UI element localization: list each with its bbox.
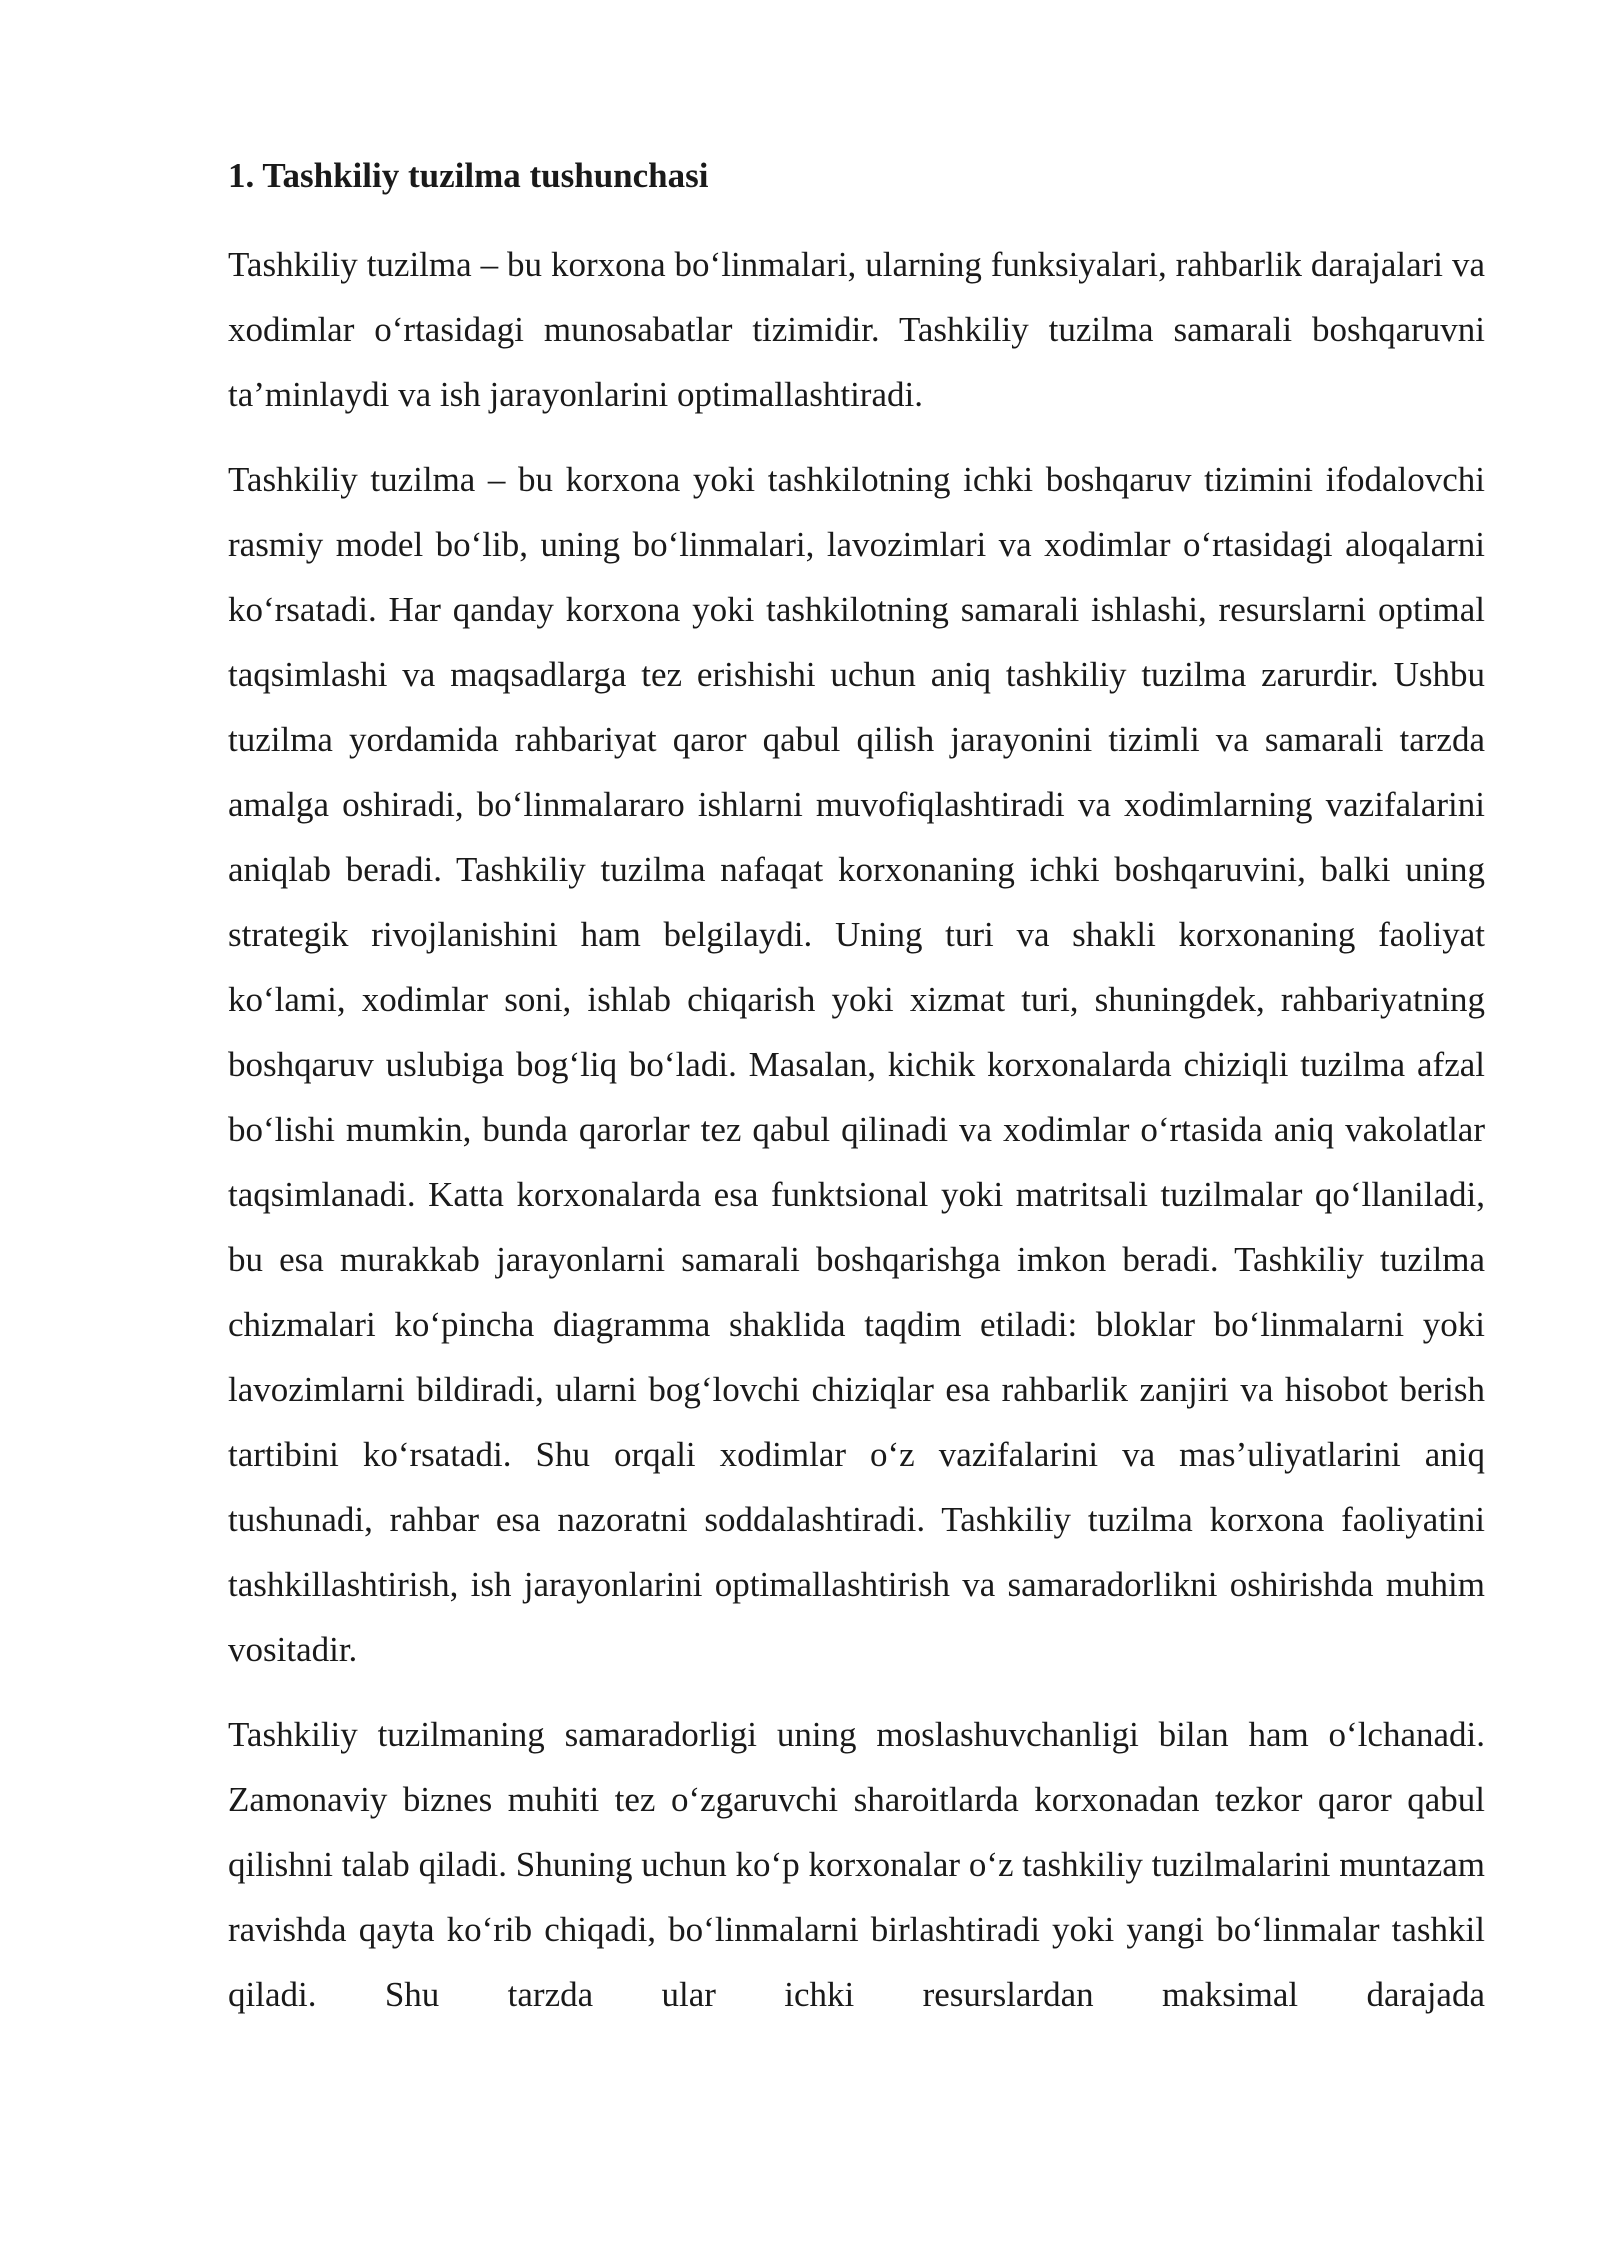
paragraph-effectiveness: Tashkiliy tuzilmaning samaradorligi uning moslashuvchanligi bilan ham o‘lchanadi. Zamonaviy biznes muhiti tez o‘zgaruvchi sharoitlarda korxonadan tezkor qaror qabul qilishni talab qiladi. Shuning uchun ko‘p korxonalar o‘z tashkiliy tuzilmalarini muntazam ravishda qayta ko‘rib chiqadi, bo‘linmalarni birlashtiradi yoki yangi bo‘linmalar tashkil qiladi. Shu tarzda ular ichki resurslardan maksimal darajada <box>228 1715 1485 2014</box>
section-heading: 1. Tashkiliy tuzilma tushunchasi <box>228 156 709 195</box>
paragraph-definition: Tashkiliy tuzilma – bu korxona bo‘linmalari, ularning funksiyalari, rahbarlik darajalari va xodimlar o‘rtasidagi munosabatlar tizimidir. Tashkiliy tuzilma samarali boshqaruvni ta’minlaydi va ish jarayonlarini optimallashtiradi. <box>228 245 1485 414</box>
paragraph-structure-overview: Tashkiliy tuzilma – bu korxona yoki tashkilotning ichki boshqaruv tizimini ifodalovchi rasmiy model bo‘lib, uning bo‘linmalari, lavozimlari va xodimlar o‘rtasidagi aloqalarni ko‘rsatadi. Har qanday korxona yoki tashkilotning samarali ishlashi, resurslarni optimal taqsimlashi va maqsadlarga tez erishishi uchun aniq tashkiliy tuzilma zarurdir. Ushbu tuzilma yordamida rahbariyat qaror qabul qilish jarayonini tizimli va samarali tarzda amalga oshiradi, bo‘linmalararo ishlarni muvofiqlashtiradi va xodimlarning vazifalarini aniqlab beradi. Tashkiliy tuzilma nafaqat korxonaning ichki boshqaruvini, balki uning strategik rivojlanishini ham belgilaydi. Uning turi va shakli korxonaning faoliyat ko‘lami, xodimlar soni, ishlab chiqarish yoki xizmat turi, shuningdek, rahbariyatning boshqaruv uslubiga bog‘liq bo‘ladi. Masalan, kichik korxonalarda chiziqli tuzilma afzal bo‘lishi mumkin, bunda qarorlar tez qabul qilinadi va xodimlar o‘rtasida aniq vakolatlar taqsimlanadi. Katta korxonalarda esa funktsional yoki matritsali tuzilmalar qo‘llaniladi, bu esa murakkab jarayonlarni samarali boshqarishga imkon beradi. Tashkiliy tuzilma chizmalari ko‘pincha diagramma shaklida taqdim etiladi: bloklar bo‘linmalarni yoki lavozimlarni bildiradi, ularni bog‘lovchi chiziqlar esa rahbarlik zanjiri va hisobot berish tartibini ko‘rsatadi. Shu orqali xodimlar o‘z vazifalarini va mas’uliyatlarini aniq tushunadi, rahbar esa nazoratni soddalashtiradi. Tashkiliy tuzilma korxona faoliyatini tashkillashtirish, ish jarayonlarini optimallashtirish va samaradorlikni oshirishda muhim vositadir. <box>228 460 1485 1669</box>
